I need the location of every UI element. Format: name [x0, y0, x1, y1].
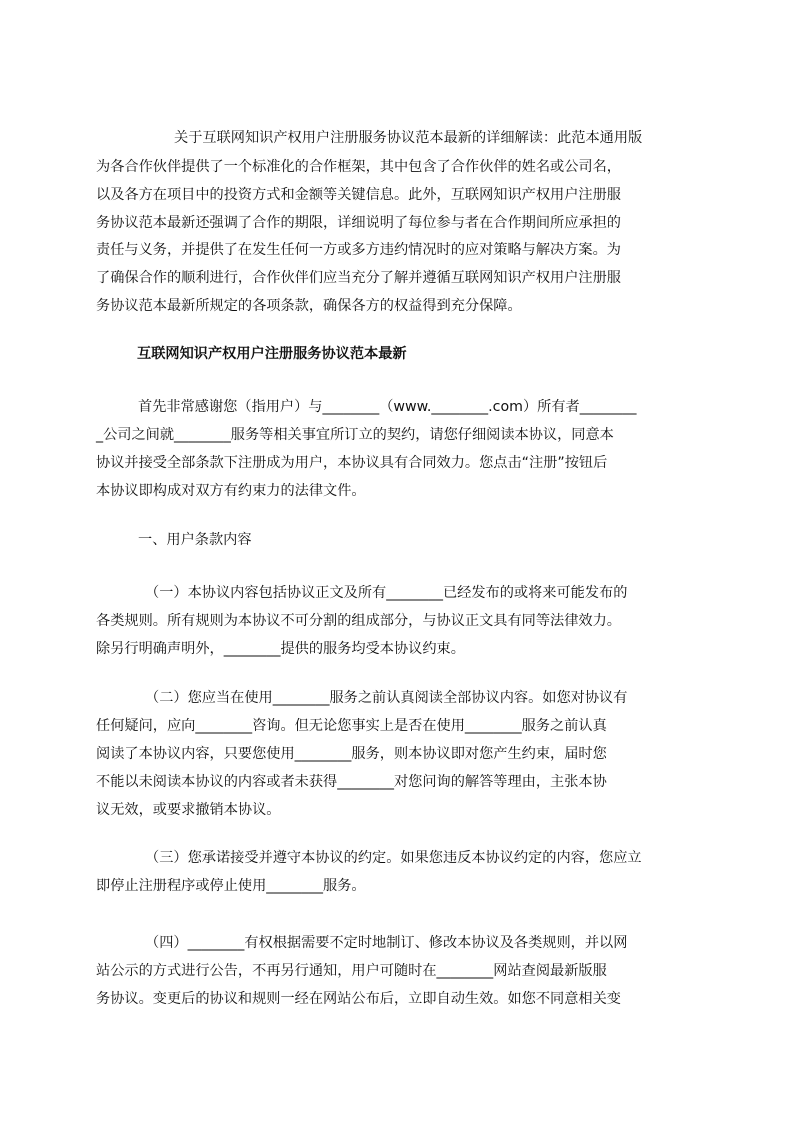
preamble-line: 本协议即构成对双方有约束力的法律文件。	[96, 483, 366, 499]
intro-line: 为各合作伙伴提供了一个标准化的合作框架，其中包含了合作伙伴的姓名或公司名，	[96, 159, 621, 175]
clause-line: 不能以未阅读本协议的内容或者未获得________对您问询的解答等理由，主张本协	[96, 774, 607, 790]
intro-line: 关于互联网知识产权用户注册服务协议范本最新的详细解读：此范本通用版	[174, 130, 643, 146]
clause-line: 站公示的方式进行公告，不再另行通知，用户可随时在________网站查阅最新版服	[96, 963, 607, 979]
preamble-line: 首先非常感谢您（指用户）与________（www.________.com）所有者________	[138, 399, 637, 415]
preamble-line: 协议并接受全部条款下注册成为用户，本协议具有合同效力。您点击“注册”按钮后	[96, 455, 608, 471]
clause-line: 各类规则。所有规则为本协议不可分割的组成部分，与协议正文具有同等法律效力。	[96, 613, 621, 629]
intro-line: 务协议范本最新还强调了合作的期限，详细说明了每位参与者在合作期间所应承担的	[96, 215, 621, 231]
section-heading: 一、用户条款内容	[138, 532, 252, 548]
intro-line: 务协议范本最新所规定的各项条款，确保各方的权益得到充分保障。	[96, 298, 522, 314]
clause-line: （四）________有权根据需要不定时地制订、修改本协议及各类规则，并以网	[145, 935, 628, 951]
clause-line: （二）您应当在使用________服务之前认真阅读全部协议内容。如您对协议有	[145, 690, 628, 706]
intro-line: 以及各方在项目中的投资方式和金额等关键信息。此外，互联网知识产权用户注册服	[96, 187, 621, 203]
clause-line: 务协议。变更后的协议和规则一经在网站公布后，立即自动生效。如您不同意相关变	[96, 991, 621, 1007]
clause-line: 任何疑问，应向________咨询。但无论您事实上是否在使用________服务之前认真	[96, 718, 607, 734]
intro-line: 责任与义务，并提供了在发生任何一方或多方违约情况时的应对策略与解决方案。为	[96, 242, 621, 258]
document-title: 互联网知识产权用户注册服务协议范本最新	[137, 346, 407, 362]
clause-line: 除另行明确声明外，________提供的服务均受本协议约束。	[96, 641, 465, 657]
preamble-line: _公司之间就________服务等相关事宜所订立的契约，请您仔细阅读本协议，同意本	[96, 427, 614, 443]
clause-line: 即停止注册程序或停止使用________服务。	[96, 878, 366, 894]
clause-line: （一）本协议内容包括协议正文及所有________已经发布的或将来可能发布的	[145, 585, 628, 601]
clause-line: 议无效，或要求撤销本协议。	[96, 802, 281, 818]
clause-line: 阅读了本协议内容，只要您使用________服务，则本协议即对您产生约束，届时您	[96, 746, 607, 762]
intro-line: 了确保合作的顺利进行，合作伙伴们应当充分了解并遵循互联网知识产权用户注册服	[96, 270, 621, 286]
clause-line: （三）您承诺接受并遵守本协议的约定。如果您违反本协议约定的内容，您应立	[145, 850, 642, 866]
